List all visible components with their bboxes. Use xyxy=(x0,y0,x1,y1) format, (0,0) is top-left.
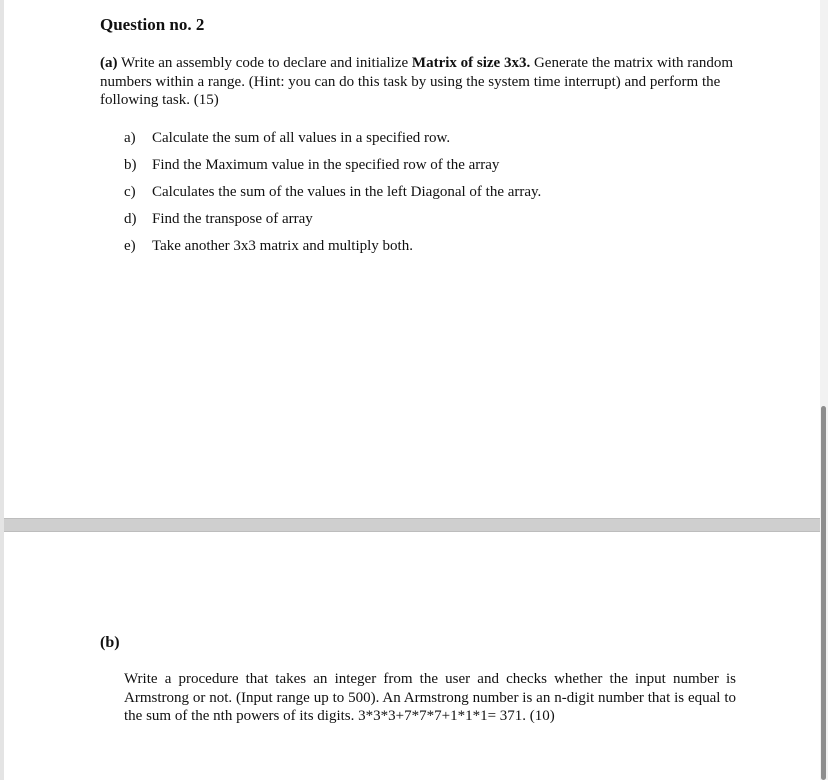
list-marker: c) xyxy=(124,184,136,200)
list-item xyxy=(124,183,541,210)
list-item-text: Calculate the sum of all values in a specified row. xyxy=(152,130,451,146)
list-marker: b) xyxy=(124,157,137,173)
part-b-label: (b) xyxy=(100,634,120,651)
page-2 xyxy=(4,532,820,780)
list-item-text: Take another 3x3 matrix and multiply both. xyxy=(152,238,413,254)
list-item-text: Find the transpose of array xyxy=(152,211,313,227)
part-a-bold-text: Matrix of size 3x3. xyxy=(411,55,531,71)
part-a-paragraph xyxy=(100,54,740,110)
scrollbar-track[interactable] xyxy=(820,0,828,780)
list-item xyxy=(124,156,541,183)
part-a-text-2: Generate the matrix with random numbers within a range. (Hint: you can do this task by using the system time interrupt) and perform the following task. (15) xyxy=(100,55,734,108)
list-marker: a) xyxy=(124,130,136,146)
scrollbar-thumb[interactable] xyxy=(821,406,826,780)
list-item xyxy=(124,210,541,237)
part-a-label: (a) xyxy=(100,55,118,71)
list-marker: d) xyxy=(124,211,137,227)
list-marker: e) xyxy=(124,238,136,254)
part-a-text-1: Write an assembly code to declare and initialize xyxy=(117,55,412,71)
list-item-text: Calculates the sum of the values in the left Diagonal of the array. xyxy=(152,184,542,200)
list-item-text: Find the Maximum value in the specified row of the array xyxy=(152,157,500,173)
page-separator xyxy=(4,518,820,532)
part-b-paragraph: Write a procedure that takes an integer from the user and checks whether the input number is Armstrong or not. (Input range up to 500). An Armstrong number is an n-digit number that is equal to the sum of the nth powers of its digits. 3*3*3+7*7*7+1*1*1= 371. (10) xyxy=(124,671,736,724)
question-title: Question no. 2 xyxy=(100,15,205,34)
task-list xyxy=(124,129,541,264)
list-item xyxy=(124,237,541,264)
list-item xyxy=(124,129,541,156)
page-1 xyxy=(4,0,820,518)
